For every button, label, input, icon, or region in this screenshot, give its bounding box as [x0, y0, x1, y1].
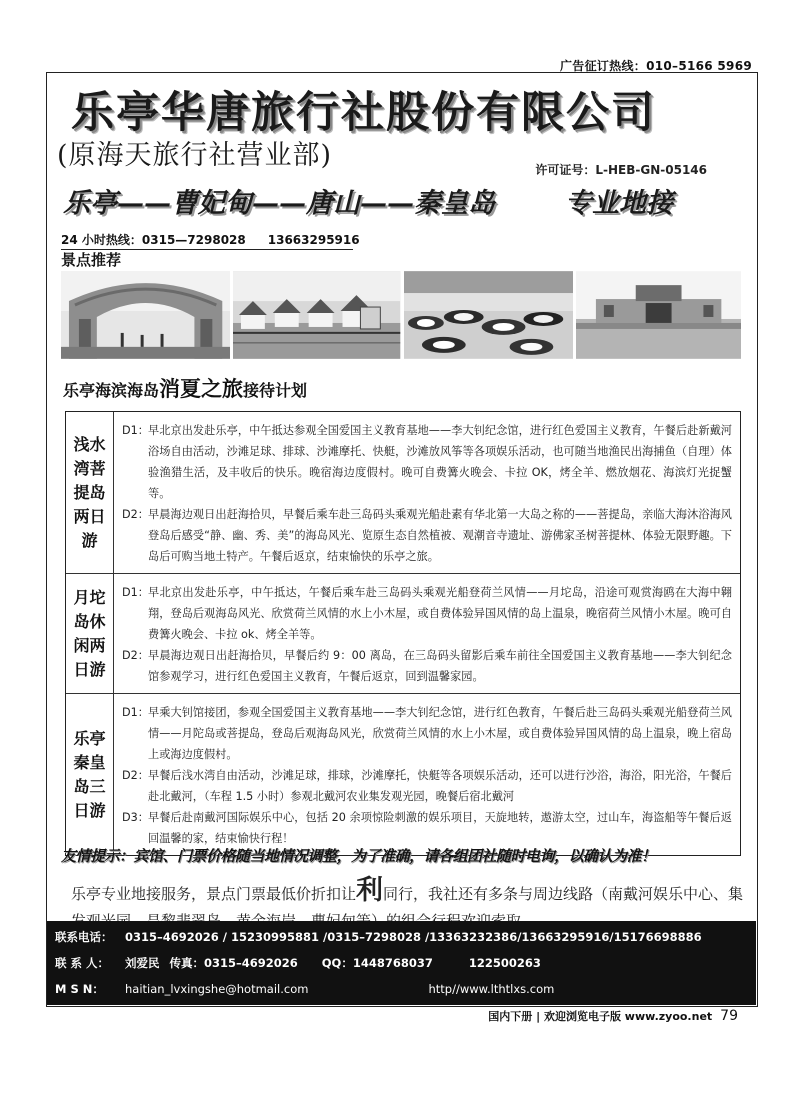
contact-bar [47, 921, 756, 1005]
seaside-huts-photo [233, 271, 400, 359]
tour-row [66, 574, 740, 694]
itinerary-day [122, 504, 732, 567]
day-label: D2： [122, 649, 149, 662]
footer-text: 国内下册 | 欢迎浏览电子版 www.zyoo.net [488, 1010, 713, 1023]
hotline-label: 24 小时热线： [61, 233, 142, 247]
day-text: 早餐后浅水湾自由活动，沙滩足球，排球，沙滩摩托，快艇等各项娱乐活动，还可以进行沙浴，海浴，阳光浴，午餐后赴北戴河，（车程 1.5 小时）参观北戴河农业集发观光园，晚餐后宿北戴河 [148, 769, 732, 803]
heading-post: 接待计划 [243, 381, 308, 400]
page-number: 79 [720, 1008, 738, 1024]
tour-row [66, 694, 740, 855]
day-text: 早餐后赴南戴河国际娱乐中心，包括 20 余项惊险刺激的娱乐项目，天旋地转，遨游太空，过山车，海盗船等午餐后返回温馨的家，结束愉快行程！ [148, 811, 732, 845]
contact-person-line [55, 955, 541, 971]
itinerary-day [122, 702, 732, 765]
phone-label: 联系电话： [55, 930, 113, 944]
tour-name: 浅水湾菩提岛两日游 [73, 434, 106, 550]
day-text: 早乘大钊馆接团，参观全国爱国主义教育基地——李大钊纪念馆，进行红色教育，午餐后赴三岛码头乘观光船登荷兰风情——月陀岛或菩提岛，登岛后观海岛风光，欣赏荷兰风情的水上小木屋，或自费体验异国风情的岛上温泉，晚上宿岛上或海边度假村。 [148, 706, 732, 761]
company-name: 乐亭华唐旅行社股份有限公司 [71, 88, 656, 138]
attraction-photos [61, 271, 741, 359]
day-label: D3： [122, 811, 149, 824]
day-text: 早晨海边观日出赶海拾贝，早餐后约 9：00 离岛，在三岛码头留影后乘车前往全国爱国主义教育基地——李大钊纪念馆参观学习，进行红色爱国主义教育，午餐后返京，回到温馨家园。 [148, 649, 732, 683]
itinerary-day [122, 582, 732, 645]
route-banner [63, 181, 673, 220]
fax-label: 传真： [169, 956, 204, 970]
promo-big-char: 利 [356, 875, 384, 906]
route-specialty: 专业地接 [565, 188, 673, 219]
company-sub-name: (原海天旅行社营业部) [57, 140, 333, 171]
hotline-number-1: 0315—7298028 [141, 233, 246, 247]
tour-itinerary [114, 412, 740, 573]
promo-text-2: 同行，我社还有多条与周边线路（南戴河娱乐中心、集 [383, 885, 744, 903]
tour-name-cell [66, 574, 114, 693]
advertisement-frame [46, 72, 758, 1007]
day-text: 早北京出发赴乐亭，中午抵达，午餐后乘车赴三岛码头乘观光船登荷兰风情——月坨岛，沿途可观赏海鸥在大海中翱翔，登岛后观海岛风光、欣赏荷兰风情的水上小木屋，或自费体验异国风情的岛上温泉，晚宿荷兰风情小木屋。晚可自费篝火晚会、卡拉 ok、烤全羊等。 [148, 586, 732, 641]
day-label: D1： [122, 706, 149, 719]
heading-pre: 乐亭海滨海岛 [63, 381, 160, 400]
ad-hotline: 广告征订热线：010–5166 5969 [559, 59, 752, 73]
qq-number-2: 122500263 [468, 956, 541, 970]
tour-name-cell [66, 694, 114, 855]
contact-person: 刘爱民 [125, 956, 160, 970]
hotline-24h [61, 231, 360, 250]
route-text: 乐亭——曹妃甸——唐山——秦皇岛 [63, 188, 495, 219]
msn-address[interactable]: haitian_lvxingshe@hotmail.com [125, 982, 309, 996]
tour-itinerary [114, 694, 740, 855]
attractions-title: 景点推荐 [61, 251, 122, 269]
summer-plan-heading [63, 373, 307, 403]
heading-emph: 消夏之旅 [159, 377, 244, 401]
qq-number-1: 1448768037 [352, 956, 433, 970]
tour-row [66, 412, 740, 574]
msn-label: M S N： [55, 982, 104, 996]
day-label: D1： [122, 586, 149, 599]
day-label: D1： [122, 424, 149, 437]
museum-building-photo [576, 271, 741, 359]
tour-name-cell [66, 412, 114, 573]
fax-number: 0315–4692026 [204, 956, 298, 970]
itinerary-day [122, 765, 732, 807]
itinerary-day [122, 645, 732, 687]
hotline-number-2: 13663295916 [267, 233, 360, 247]
website-link[interactable]: http//www.lthtlxs.com [428, 982, 555, 996]
phone-numbers: 0315–4692026 / 15230995881 /0315–7298028 /13363232386/13663295916/15176698886 [125, 930, 702, 944]
itinerary-day [122, 420, 732, 504]
itinerary-day [122, 807, 732, 849]
day-label: D2： [122, 508, 149, 521]
tour-table [65, 411, 741, 856]
tour-name: 月坨岛休闲两日游 [73, 587, 106, 679]
friendly-tip: 友情提示：宾馆、门票价格随当地情况调整，为了准确，请各组团社随时电询，以确认为准！ [61, 847, 656, 865]
stone-gate-photo [61, 271, 230, 359]
day-label: D2： [122, 769, 149, 782]
tour-itinerary [114, 574, 740, 693]
day-text: 早北京出发赴乐亭，中午抵达参观全国爱国主义教育基地——李大钊纪念馆，进行红色爱国主义教育，午餐后赴新戴河浴场自由活动，沙滩足球、排球、沙滩摩托、快艇，沙滩放风筝等各项娱乐活动，也可随当地渔民出海捕鱼（自理）体验渔猎生活，及丰收后的快乐。晚宿海边度假村。晚可自费篝火晚会、卡拉 OK，烤全羊、燃放烟花、海滨灯光捉蟹等。 [148, 424, 732, 500]
contact-msn-line [55, 981, 554, 997]
day-text: 早晨海边观日出赶海拾贝，早餐后乘车赴三岛码头乘观光船赴素有华北第一大岛之称的——菩提岛，亲临大海沐浴海风登岛后感受“静、幽、秀、美”的海岛风光、览原生态自然植被、观潮音寺遗址、游佛家圣树菩提林、体验无限野趣。下岛后可购当地土特产。午餐后返京，结束愉快的乐亭之旅。 [148, 508, 732, 563]
qq-label: QQ： [321, 956, 353, 970]
tour-name: 乐亭秦皇岛三日游 [73, 728, 106, 820]
license-number: 许可证号：L-HEB-GN-05146 [535, 163, 707, 177]
beach-umbrellas-photo [404, 271, 573, 359]
promo-text-1: 乐亭专业地接服务，景点门票最低价折扣让 [71, 885, 357, 903]
person-label: 联 系 人： [55, 956, 110, 970]
contact-phone-line [55, 929, 702, 945]
page-footer [488, 1008, 738, 1024]
